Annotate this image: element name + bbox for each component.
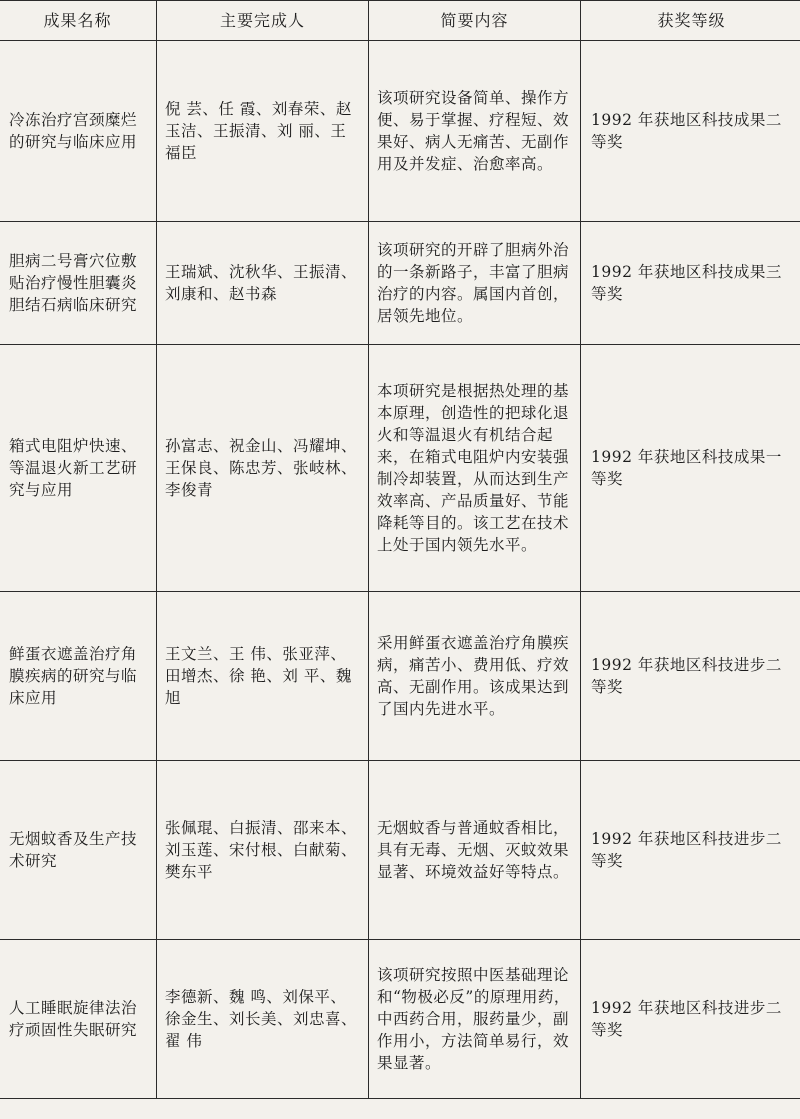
main-contributors: 张佩琨、白振清、邵来本、刘玉莲、宋付根、白献菊、樊东平 xyxy=(157,761,369,940)
header-content: 简要内容 xyxy=(369,1,581,41)
table-row xyxy=(0,592,800,761)
achievement-name: 冷冻治疗宫颈糜烂的研究与临床应用 xyxy=(0,41,157,222)
brief-content: 采用鲜蛋衣遮盖治疗角膜疾病，痛苦小、费用低、疗效高、无副作用。该成果达到了国内先进水平。 xyxy=(369,592,581,761)
award-level: 1992 年获地区科技成果二等奖 xyxy=(581,41,800,222)
award-level: 1992 年获地区科技成果一等奖 xyxy=(581,345,800,592)
brief-content: 该项研究按照中医基础理论和“物极必反”的原理用药，中西药合用，服药量少，副作用小，方法简单易行，效果显著。 xyxy=(369,940,581,1099)
achievement-name: 无烟蚊香及生产技术研究 xyxy=(0,761,157,940)
table-row xyxy=(0,761,800,940)
main-contributors: 倪 芸、任 霞、刘春荣、赵玉洁、王振清、刘 丽、王福臣 xyxy=(157,41,369,222)
brief-content: 本项研究是根据热处理的基本原理，创造性的把球化退火和等温退火有机结合起来，在箱式电阻炉内安装强制冷却装置，从而达到生产效率高、产品质量好、节能降耗等目的。该工艺在技术上处于国内领先水平。 xyxy=(369,345,581,592)
table-row xyxy=(0,222,800,345)
header-name: 成果名称 xyxy=(0,1,157,41)
table-row xyxy=(0,345,800,592)
award-level: 1992 年获地区科技进步二等奖 xyxy=(581,940,800,1099)
header-award: 获奖等级 xyxy=(581,1,800,41)
achievement-name: 箱式电阻炉快速、等温退火新工艺研究与应用 xyxy=(0,345,157,592)
main-contributors: 王瑞斌、沈秋华、王振清、刘康和、赵书森 xyxy=(157,222,369,345)
table-row xyxy=(0,41,800,222)
header-people: 主要完成人 xyxy=(157,1,369,41)
main-contributors: 孙富志、祝金山、冯耀坤、王保良、陈忠芳、张岐林、李俊青 xyxy=(157,345,369,592)
award-level: 1992 年获地区科技进步二等奖 xyxy=(581,761,800,940)
award-level: 1992 年获地区科技成果三等奖 xyxy=(581,222,800,345)
main-contributors: 李德新、魏 鸣、刘保平、徐金生、刘长美、刘忠喜、翟 伟 xyxy=(157,940,369,1099)
table-row xyxy=(0,940,800,1099)
table-header-row xyxy=(0,1,800,41)
main-contributors: 王文兰、王 伟、张亚萍、田增杰、徐 艳、刘 平、魏 旭 xyxy=(157,592,369,761)
achievement-name: 鲜蛋衣遮盖治疗角膜疾病的研究与临床应用 xyxy=(0,592,157,761)
brief-content: 该项研究的开辟了胆病外治的一条新路子，丰富了胆病治疗的内容。属国内首创，居领先地位。 xyxy=(369,222,581,345)
award-level: 1992 年获地区科技进步二等奖 xyxy=(581,592,800,761)
brief-content: 无烟蚊香与普通蚊香相比，具有无毒、无烟、灭蚊效果显著、环境效益好等特点。 xyxy=(369,761,581,940)
brief-content: 该项研究设备简单、操作方便、易于掌握、疗程短、效果好、病人无痛苦、无副作用及并发症、治愈率高。 xyxy=(369,41,581,222)
achievement-name: 胆病二号膏穴位敷贴治疗慢性胆囊炎胆结石病临床研究 xyxy=(0,222,157,345)
achievement-name: 人工睡眠旋律法治疗顽固性失眠研究 xyxy=(0,940,157,1099)
